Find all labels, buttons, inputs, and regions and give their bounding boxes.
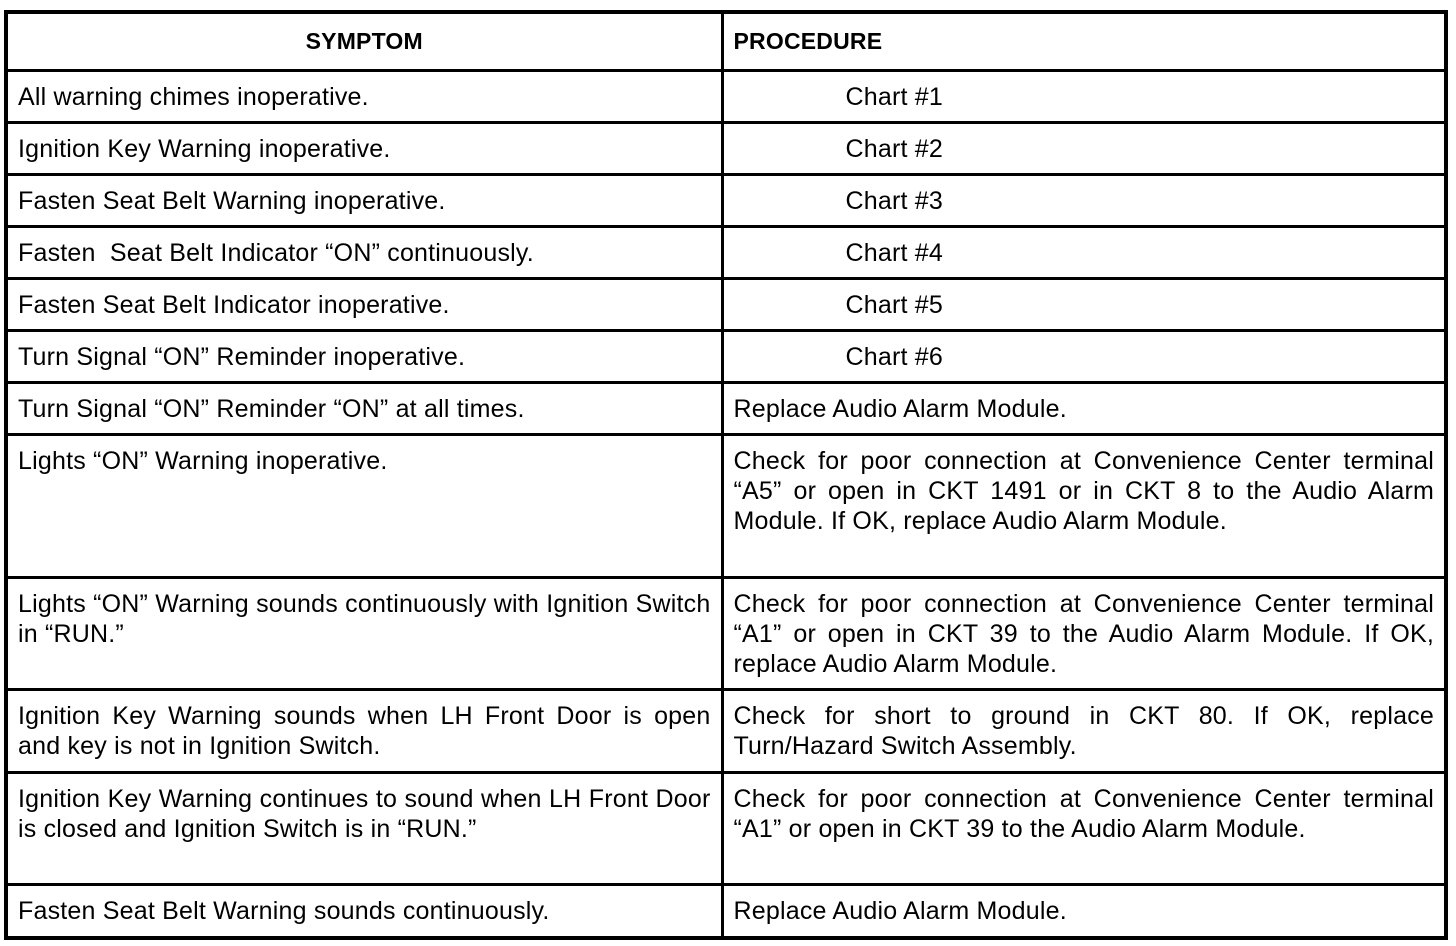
table-row [8, 577, 1444, 689]
symptom-cell: Ignition Key Warning continues to sound when LH Front Door is closed and Ignition Switch is in “RUN.” [8, 772, 722, 884]
table-header-row [8, 14, 1444, 70]
symptom-procedure-table [8, 14, 1444, 938]
table-row [8, 174, 1444, 226]
symptom-cell: Ignition Key Warning inoperative. [8, 122, 722, 174]
procedure-cell: Chart #5 [722, 278, 1444, 330]
procedure-cell: Check for poor connection at Convenience Center terminal “A5” or open in CKT 1491 or in CKT 8 to the Audio Alarm Module. If OK, replace Audio Alarm Module. [722, 434, 1444, 577]
table-row [8, 122, 1444, 174]
table-row [8, 434, 1444, 577]
procedure-cell: Chart #6 [722, 330, 1444, 382]
symptom-cell: Turn Signal “ON” Reminder inoperative. [8, 330, 722, 382]
table-row [8, 689, 1444, 772]
symptom-cell: Fasten Seat Belt Indicator inoperative. [8, 278, 722, 330]
symptom-cell: Ignition Key Warning sounds when LH Front Door is open and key is not in Ignition Switch. [8, 689, 722, 772]
procedure-cell: Chart #4 [722, 226, 1444, 278]
table-row [8, 772, 1444, 884]
procedure-cell: Chart #1 [722, 70, 1444, 122]
symptom-cell: Fasten Seat Belt Indicator “ON” continuously. [8, 226, 722, 278]
symptom-cell: Lights “ON” Warning inoperative. [8, 434, 722, 577]
diagnosis-table-frame [4, 10, 1448, 940]
table-row [8, 382, 1444, 434]
procedure-cell: Replace Audio Alarm Module. [722, 382, 1444, 434]
table-row [8, 278, 1444, 330]
procedure-cell: Chart #2 [722, 122, 1444, 174]
table-row [8, 226, 1444, 278]
symptom-cell: Fasten Seat Belt Warning sounds continuously. [8, 884, 722, 938]
procedure-cell: Chart #3 [722, 174, 1444, 226]
table-row [8, 70, 1444, 122]
procedure-cell: Check for poor connection at Convenience Center terminal “A1” or open in CKT 39 to the Audio Alarm Module. [722, 772, 1444, 884]
table-row [8, 330, 1444, 382]
symptom-cell: Fasten Seat Belt Warning inoperative. [8, 174, 722, 226]
symptom-cell: Lights “ON” Warning sounds continuously with Ignition Switch in “RUN.” [8, 577, 722, 689]
procedure-cell: Check for poor connection at Convenience Center terminal “A1” or open in CKT 39 to the Audio Alarm Module. If OK, replace Audio Alarm Module. [722, 577, 1444, 689]
symptom-column-header: SYMPTOM [8, 14, 722, 70]
symptom-cell: Turn Signal “ON” Reminder “ON” at all times. [8, 382, 722, 434]
symptom-cell: All warning chimes inoperative. [8, 70, 722, 122]
procedure-cell: Replace Audio Alarm Module. [722, 884, 1444, 938]
table-row [8, 884, 1444, 938]
procedure-column-header: PROCEDURE [722, 14, 1444, 70]
procedure-cell: Check for short to ground in CKT 80. If OK, replace Turn/Hazard Switch Assembly. [722, 689, 1444, 772]
